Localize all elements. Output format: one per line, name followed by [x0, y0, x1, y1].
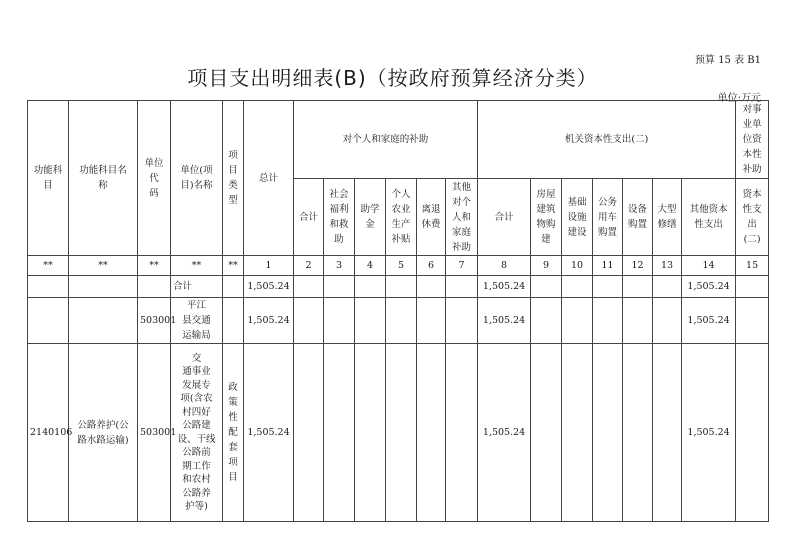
header-enterprise-col: 资本 性支 出 (二): [736, 179, 769, 256]
cell-func-code: 2140106: [28, 344, 69, 522]
cell-unit-name: 交 通事业 发展专 项(含农 村四好 公路建 设、干线 公路前 期工作 和农村 公路养 护等): [171, 344, 223, 522]
header-func-name: 功能科目名 称: [69, 101, 138, 256]
cell-project-type: [223, 276, 244, 298]
header-capital-col: 合计: [478, 179, 531, 256]
index-cell: 6: [417, 256, 446, 276]
index-cell: 9: [531, 256, 562, 276]
header-subsidy-col: 合计: [294, 179, 324, 256]
index-cell: 7: [446, 256, 478, 276]
cell-capital-other: 1,505.24: [682, 276, 736, 298]
index-cell: **: [28, 256, 69, 276]
header-group-enterprise: 对事 业单 位资 本性 补助: [736, 101, 769, 179]
cell-unit-code: [138, 276, 171, 298]
header-subsidy-col: 助学 金: [355, 179, 386, 256]
header-subsidy-col: 社会 福利 和救 助: [324, 179, 355, 256]
header-capital-col: 基础 设施 建设: [562, 179, 593, 256]
header-total: 总计: [244, 101, 294, 256]
header-group-capital: 机关资本性支出(二): [478, 101, 736, 179]
table-row: [28, 298, 769, 344]
index-cell: **: [69, 256, 138, 276]
cell-capital-total: 1,505.24: [478, 276, 531, 298]
unit-label: 单位:万元: [717, 93, 761, 104]
header-group-subsidy: 对个人和家庭的补助: [294, 101, 478, 179]
form-number: 预算 15 表 B1: [695, 55, 761, 66]
header-subsidy-col: 个人 农业 生产 补贴: [386, 179, 417, 256]
header-capital-col: 房屋 建筑 物购 建: [531, 179, 562, 256]
header-subsidy-col: 离退 休费: [417, 179, 446, 256]
cell-unit-name: 合计: [171, 276, 223, 298]
cell-project-type: [223, 298, 244, 344]
header-project-type: 项 目 类 型: [223, 101, 244, 256]
header-func-code: 功能科 目: [28, 101, 69, 256]
cell-unit-name: 平江 县交通 运输局: [171, 298, 223, 344]
index-row: [28, 256, 769, 276]
index-cell: **: [223, 256, 244, 276]
index-cell: 11: [593, 256, 623, 276]
header-unit-code: 单位代 码: [138, 101, 171, 256]
index-cell: 4: [355, 256, 386, 276]
index-cell: 14: [682, 256, 736, 276]
index-cell: 8: [478, 256, 531, 276]
cell-func-code: [28, 298, 69, 344]
index-cell: 1: [244, 256, 294, 276]
index-cell: 10: [562, 256, 593, 276]
cell-unit-code: 503001: [138, 298, 171, 344]
index-cell: 13: [653, 256, 682, 276]
header-capital-col: 大型 修缮: [653, 179, 682, 256]
index-cell: 3: [324, 256, 355, 276]
cell-func-name: [69, 298, 138, 344]
index-cell: **: [138, 256, 171, 276]
cell-capital-other: 1,505.24: [682, 344, 736, 522]
cell-capital-other: 1,505.24: [682, 298, 736, 344]
cell-func-name: 公路养护(公 路水路运输): [69, 344, 138, 522]
cell-func-name: [69, 276, 138, 298]
cell-unit-code: 503001: [138, 344, 171, 522]
index-cell: 15: [736, 256, 769, 276]
cell-total: 1,505.24: [244, 298, 294, 344]
header-capital-col: 公务 用车 购置: [593, 179, 623, 256]
cell-project-type: 政 策 性 配 套 项 目: [223, 344, 244, 522]
cell-capital-total: 1,505.24: [478, 298, 531, 344]
index-cell: 12: [623, 256, 653, 276]
header-unit-name: 单位(项 目)名称: [171, 101, 223, 256]
cell-func-code: [28, 276, 69, 298]
table-row: [28, 344, 769, 522]
index-cell: 5: [386, 256, 417, 276]
cell-total: 1,505.24: [244, 276, 294, 298]
header-capital-col: 其他资本 性支出: [682, 179, 736, 256]
project-expenditure-table: [27, 100, 769, 522]
index-cell: 2: [294, 256, 324, 276]
cell-capital-total: 1,505.24: [478, 344, 531, 522]
page-title: 项目支出明细表(B)（按政府预算经济分类）: [187, 66, 598, 90]
index-cell: **: [171, 256, 223, 276]
header-subsidy-col: 其他 对个 人和 家庭 补助: [446, 179, 478, 256]
table-row: [28, 276, 769, 298]
header-capital-col: 设备 购置: [623, 179, 653, 256]
cell-total: 1,505.24: [244, 344, 294, 522]
